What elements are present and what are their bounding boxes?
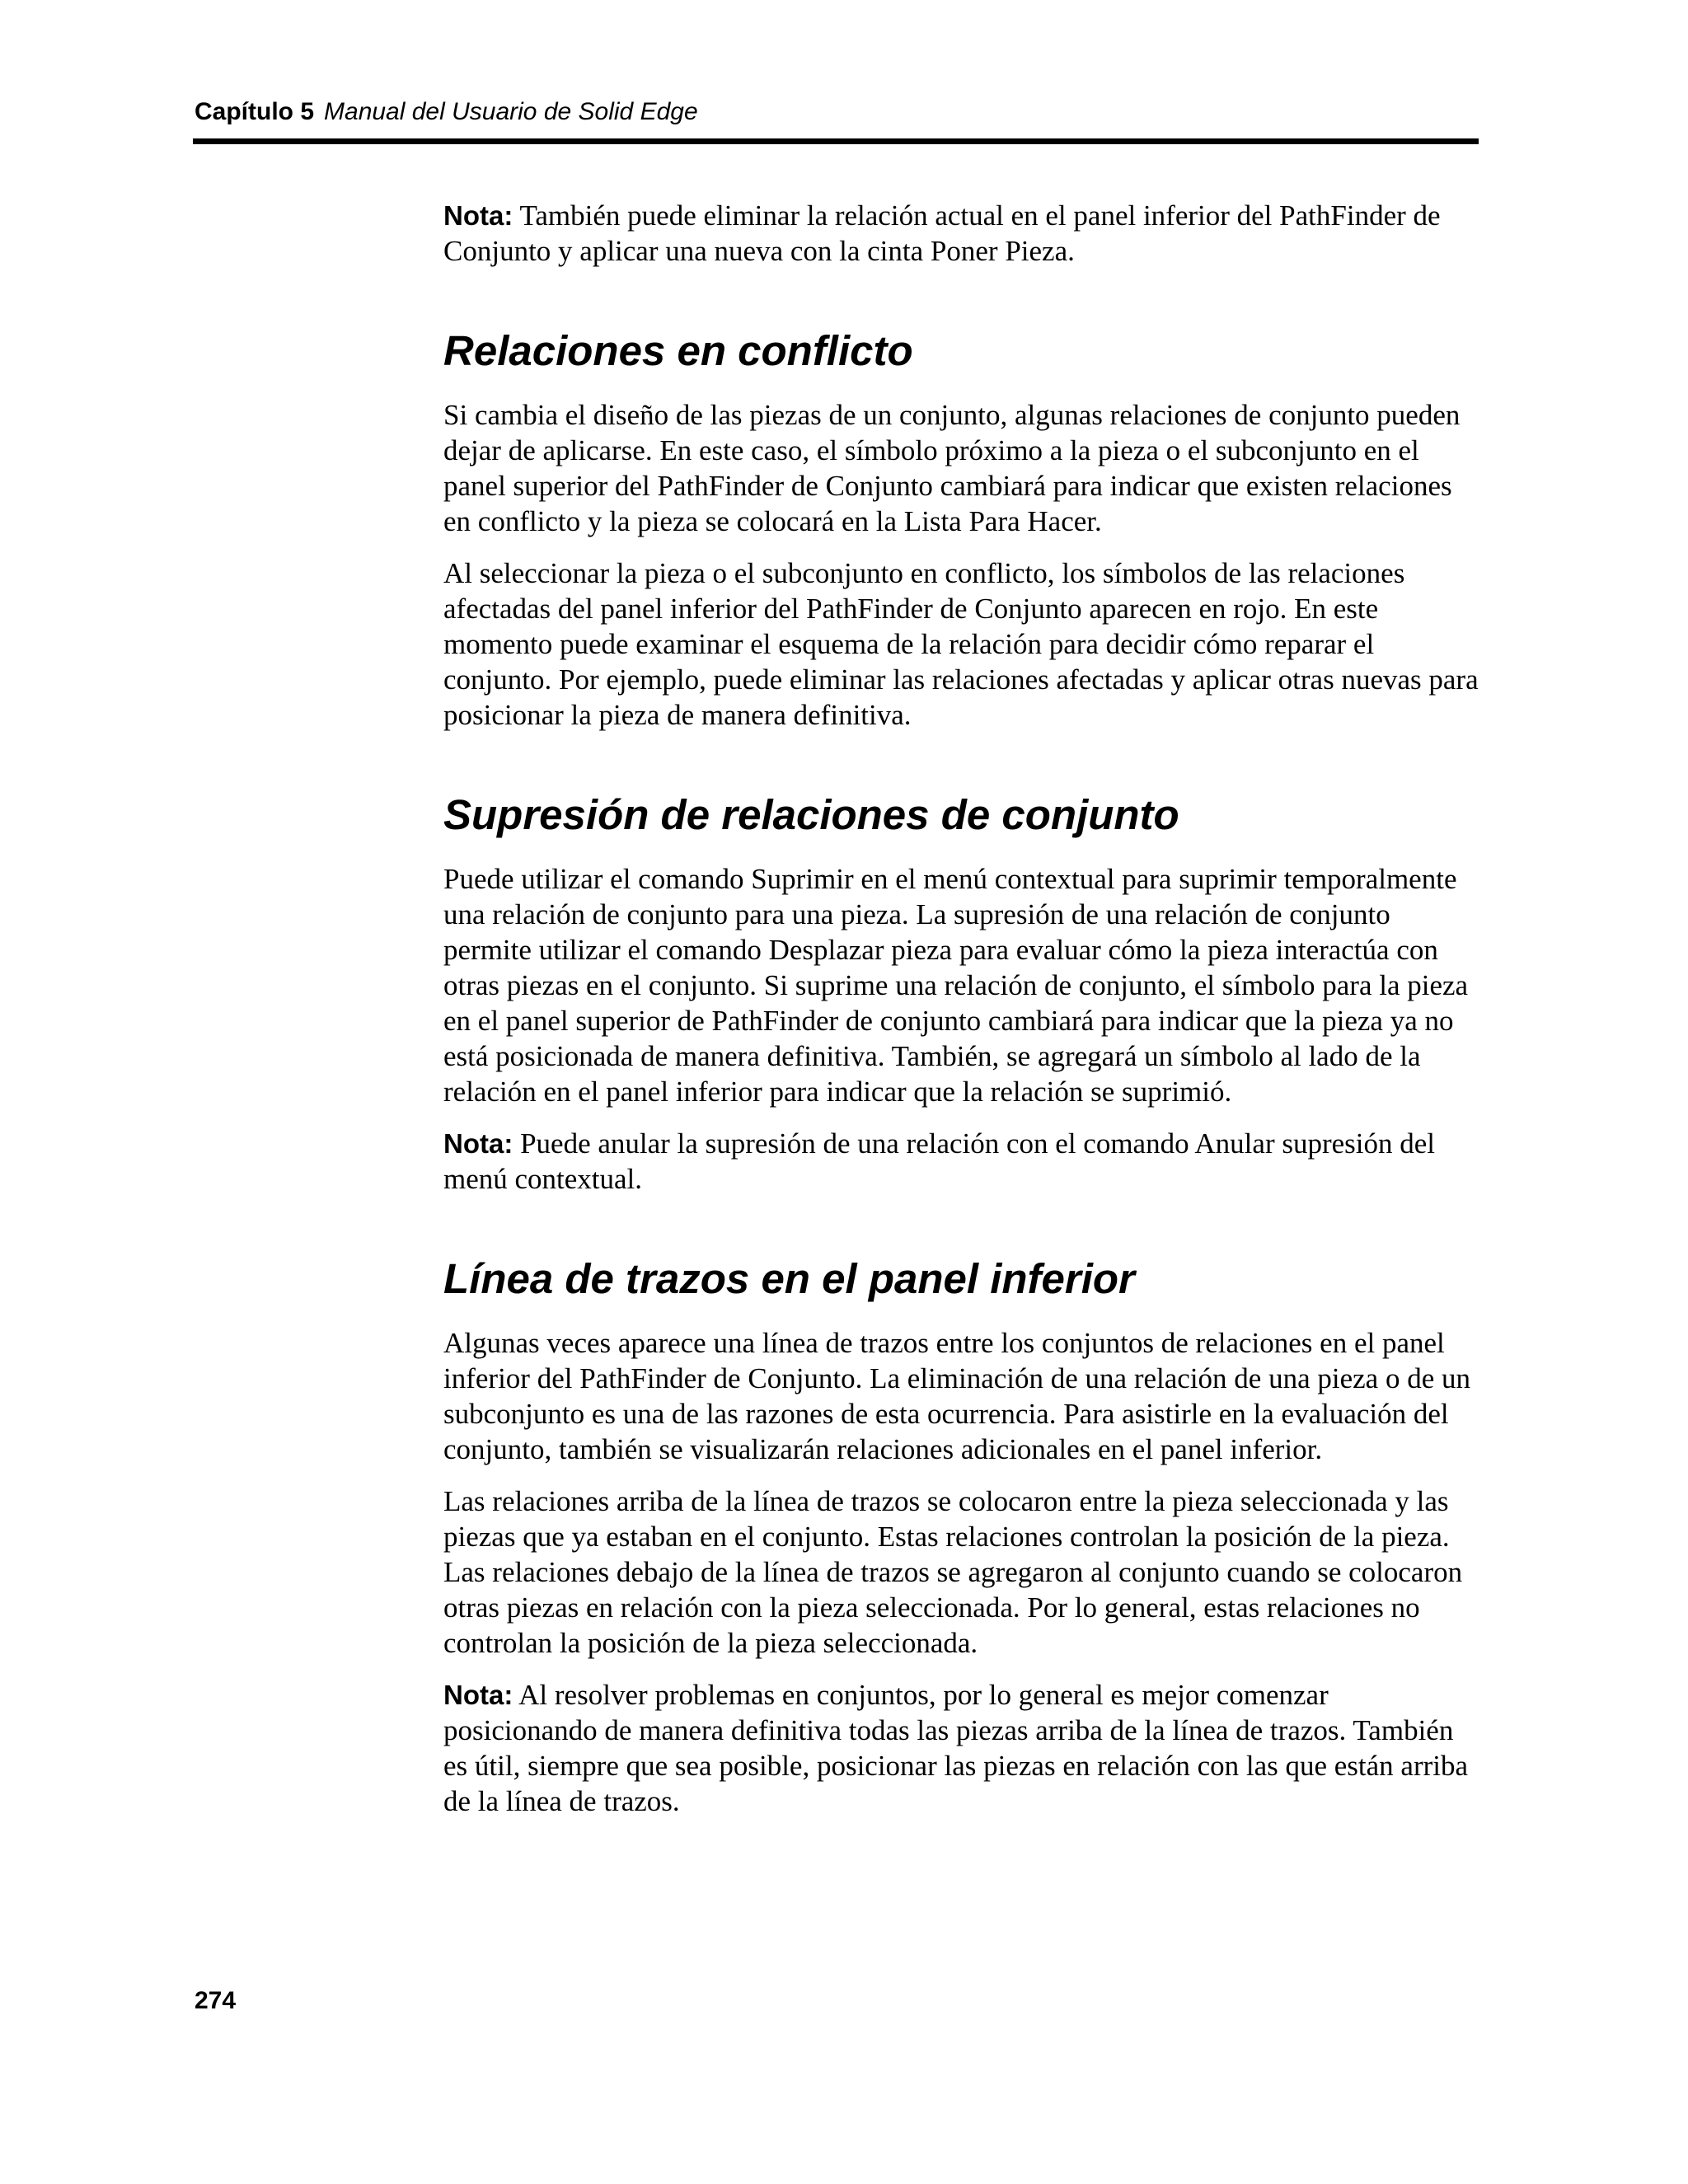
book-title: Manual del Usuario de Solid Edge: [324, 98, 698, 125]
section-supresion-de-relaciones: [443, 790, 1479, 1197]
note-label: Nota:: [443, 1680, 513, 1710]
body-paragraph: Puede utilizar el comando Suprimir en el menú contextual para suprimir temporalmente una relación de conjunto para una pieza. La supresión de una relación de conjunto permite utilizar el comando Desplazar pieza para evaluar cómo la pieza interactúa con otras piezas en el conjunto. Si suprime una relación de conjunto, el símbolo para la pieza en el panel superior de PathFinder de conjunto cambiará para indicar que la pieza ya no está posicionada de manera definitiva. También, se agregará un símbolo al lado de la relación en el panel inferior para indicar que la relación se suprimió.: [443, 863, 1469, 1108]
note-label: Nota:: [443, 1128, 513, 1159]
chapter-label: Capítulo 5: [195, 98, 315, 125]
body-paragraph: Algunas veces aparece una línea de trazos entre los conjuntos de relaciones en el panel inferior del PathFinder de Conjunto. La eliminación de una relación de una pieza o de un subconjunto es una de las razones de esta ocurrencia. Para asistirle en la evaluación del conjunto, también se visualizarán relaciones adicionales en el panel inferior.: [443, 1327, 1470, 1465]
note-text: También puede eliminar la relación actual en el panel inferior del PathFinder de Conjunto y aplicar una nueva con la cinta Poner Pieza.: [443, 199, 1441, 267]
page-number: 274: [195, 1987, 237, 2014]
body-paragraph: Al seleccionar la pieza o el subconjunto en conflicto, los símbolos de las relaciones afectadas del panel inferior del PathFinder de Conjunto aparecen en rojo. En este momento puede examinar el esquema de la relación para decidir cómo reparar el conjunto. Por ejemplo, puede eliminar las relaciones afectadas y aplicar otras nuevas para posicionar la pieza de manera definitiva.: [443, 557, 1479, 731]
intro-note: [443, 198, 1479, 269]
note-label: Nota:: [443, 200, 513, 231]
note-text: Al resolver problemas en conjuntos, por lo general es mejor comenzar posicionando de manera definitiva todas las piezas arriba de la línea de trazos. También es útil, siempre que sea posible, posicionar las piezas en relación con las que están arriba de la línea de trazos.: [443, 1679, 1469, 1817]
section-linea-de-trazos: [443, 1254, 1479, 1819]
section-heading: Línea de trazos en el panel inferior: [443, 1255, 1135, 1302]
body-paragraph: Las relaciones arriba de la línea de trazos se colocaron entre la pieza seleccionada y las piezas que ya estaban en el conjunto. Estas relaciones controlan la posición de la pieza. Las relaciones debajo de la línea de trazos se agregaron al conjunto cuando se colocaron otras piezas en relación con la pieza seleccionada. Por lo general, estas relaciones no controlan la posición de la pieza seleccionada.: [443, 1485, 1463, 1659]
header-rule: [193, 138, 1479, 144]
section-heading: Relaciones en conflicto: [443, 327, 913, 374]
section-note: [443, 1126, 1479, 1197]
section-relaciones-en-conflicto: [443, 326, 1479, 733]
section-heading: Supresión de relaciones de conjunto: [443, 791, 1179, 838]
running-header: [195, 97, 698, 127]
section-note: [443, 1677, 1479, 1819]
page-content: [443, 198, 1479, 1835]
note-text: Puede anular la supresión de una relación con el comando Anular supresión del menú contextual.: [443, 1127, 1436, 1195]
body-paragraph: Si cambia el diseño de las piezas de un conjunto, algunas relaciones de conjunto pueden dejar de aplicarse. En este caso, el símbolo próximo a la pieza o el subconjunto en el panel superior del PathFinder de Conjunto cambiará para indicar que existen relaciones en conflicto y la pieza se colocará en la Lista Para Hacer.: [443, 399, 1461, 537]
